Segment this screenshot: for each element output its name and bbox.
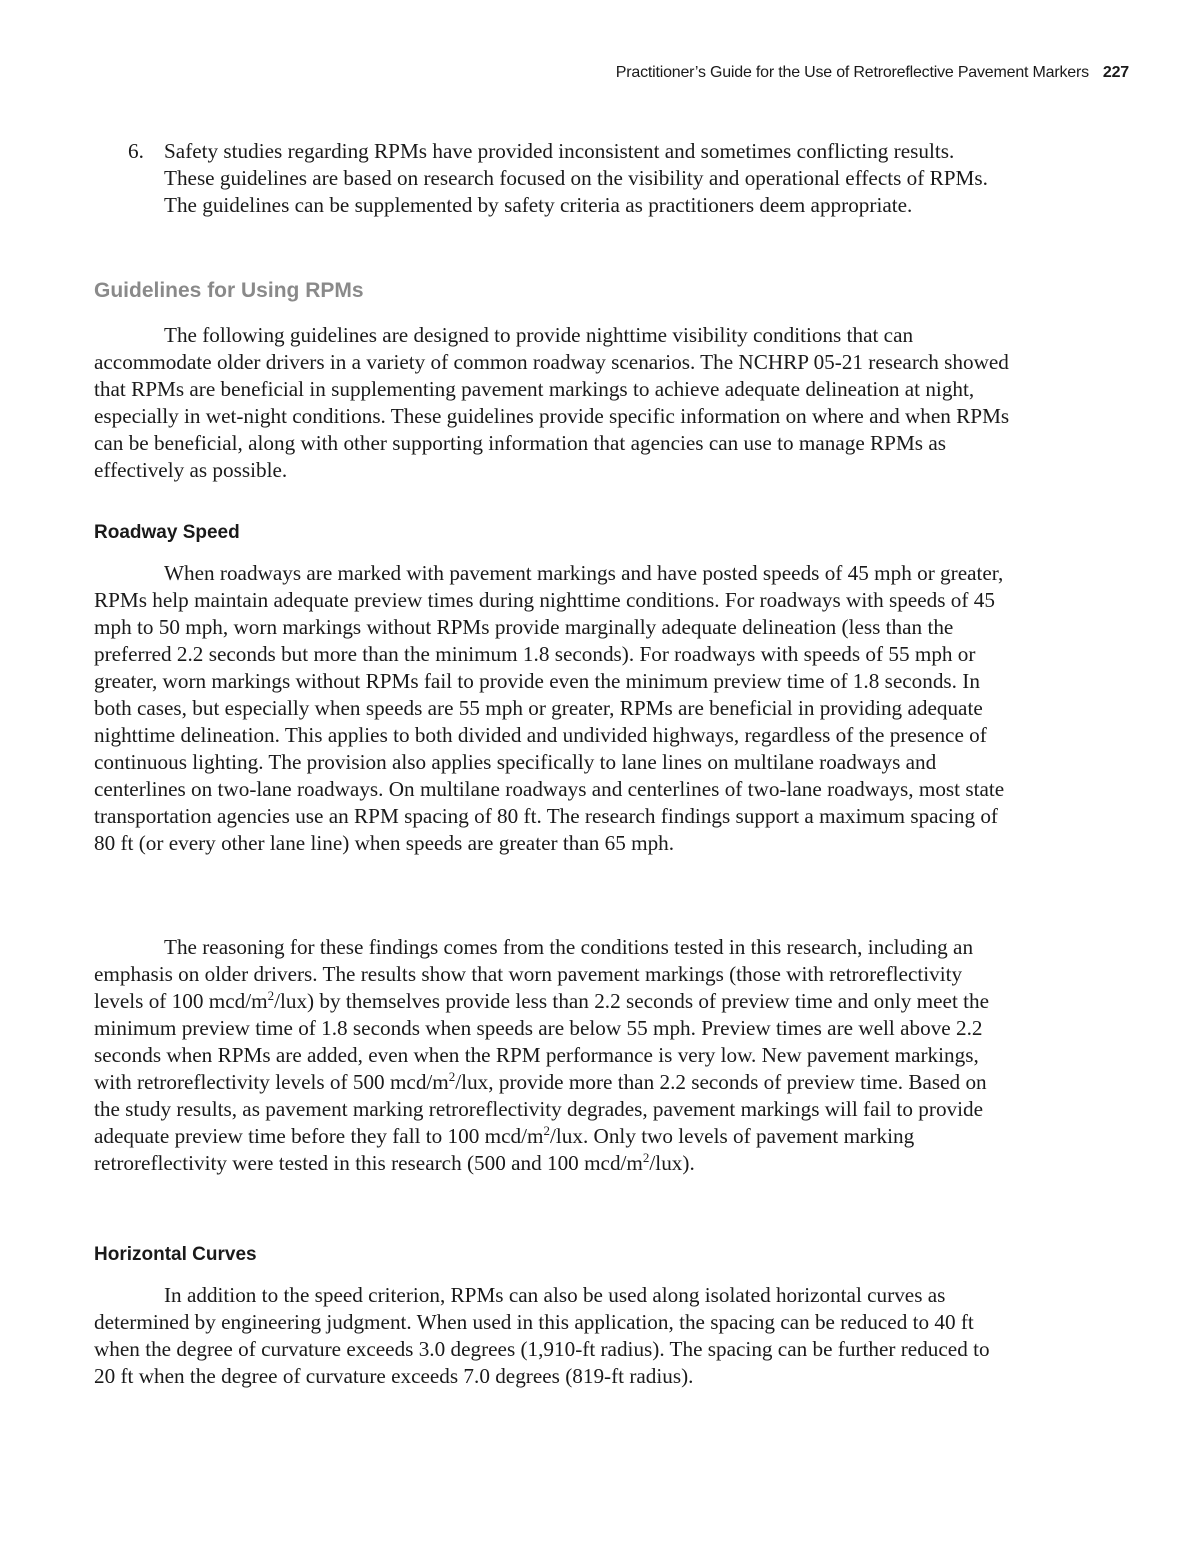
para2-part-d: /lux. Only two levels of pavement marking retroreflectivity were tested in this research (500 and 100 mcd/m (94, 1124, 915, 1175)
para2-part-a: The reasoning for these findings comes from the conditions tested in this research, including an emphasis on older drivers. The results show that worn pavement markings (those with retroreflectivity levels of 100 mcd/m (94, 935, 974, 1013)
superscript-2: 2 (267, 988, 275, 1003)
roadway-speed-paragraph-1: When roadways are marked with pavement markings and have posted speeds of 45 mph or greater, RPMs help maintain adequate preview times during nighttime conditions. For roadways with speeds of 45 mph to 50 mph, worn markings without RPMs provide marginally adequate delineation (less than the preferred 2.2 seconds but more than the minimum 1.8 seconds). For roadways with speeds of 55 mph or greater, worn markings without RPMs fail to provide even the minimum preview time of 1.8 seconds. In both cases, but especially when speeds are 55 mph or greater, RPMs are beneficial in providing adequate nighttime delineation. This applies to both divided and undivided highways, regardless of the presence of continuous lighting. The provision also applies specifically to lane lines on multilane roadways and centerlines on two-lane roadways. On multilane roadways and centerlines of two-lane roadways, most state transportation agencies use an RPM spacing of 80 ft. The research findings support a maximum spacing of 80 ft (or every other lane line) when speeds are greater than 65 mph. (94, 561, 1005, 855)
running-title: Practitioner’s Guide for the Use of Retroreflective Pavement Markers (615, 64, 1089, 81)
list-item-text: Safety studies regarding RPMs have provided inconsistent and sometimes conflicting results. These guidelines are based on research focused on the visibility and operational effects of RPMs. The guidelines can be supplemented by safety criteria as practitioners deem appropriate. (164, 139, 988, 217)
running-head (616, 64, 1129, 82)
section-heading: Guidelines for Using RPMs (94, 279, 364, 302)
horizontal-curves-paragraph: In addition to the speed criterion, RPMs can also be used along isolated horizontal curves as determined by engineering judgment. When used in this application, the spacing can be reduced to 40 ft when the degree of curvature exceeds 3.0 degrees (1,910-ft radius). The spacing can be further reduced to 20 ft when the degree of curvature exceeds 7.0 degrees (819-ft radius). (94, 1283, 990, 1388)
roadway-speed-heading: Roadway Speed (94, 522, 240, 543)
list-item (128, 138, 1008, 219)
page-number: 227 (1102, 64, 1129, 81)
para2-part-c: /lux, provide more than 2.2 seconds of preview time. Based on the study results, as pavement marking retroreflectivity degrades, pavement markings will fail to provide adequate preview time before they fall to 100 mcd/m (94, 1070, 987, 1148)
superscript-2: 2 (543, 1123, 550, 1138)
para2-part-b: /lux) by themselves provide less than 2.2 seconds of preview time and only meet the minimum preview time of 1.8 seconds when speeds are below 55 mph. Preview times are well above 2.2 seconds when RPMs are added, even when the RPM performance is very low. New pavement markings, with retroreflectivity levels of 500 mcd/m (94, 989, 990, 1094)
intro-paragraph: The following guidelines are designed to provide nighttime visibility conditions that can accommodate older drivers in a variety of common roadway scenarios. The NCHRP 05-21 research showed that RPMs are beneficial in supplementing pavement markings to achieve adequate delineation at night, especially in wet-night conditions. These guidelines provide specific information on where and when RPMs can be beneficial, along with other supporting information that agencies can use to manage RPMs as effectively as possible. (94, 323, 1010, 482)
superscript-2: 2 (642, 1150, 650, 1165)
roadway-speed-paragraph-2 (94, 934, 1014, 1177)
para2-part-e: /lux). (649, 1151, 695, 1175)
horizontal-curves-heading: Horizontal Curves (94, 1244, 257, 1265)
superscript-2: 2 (448, 1069, 456, 1084)
list-item-number: 6. (128, 139, 144, 163)
